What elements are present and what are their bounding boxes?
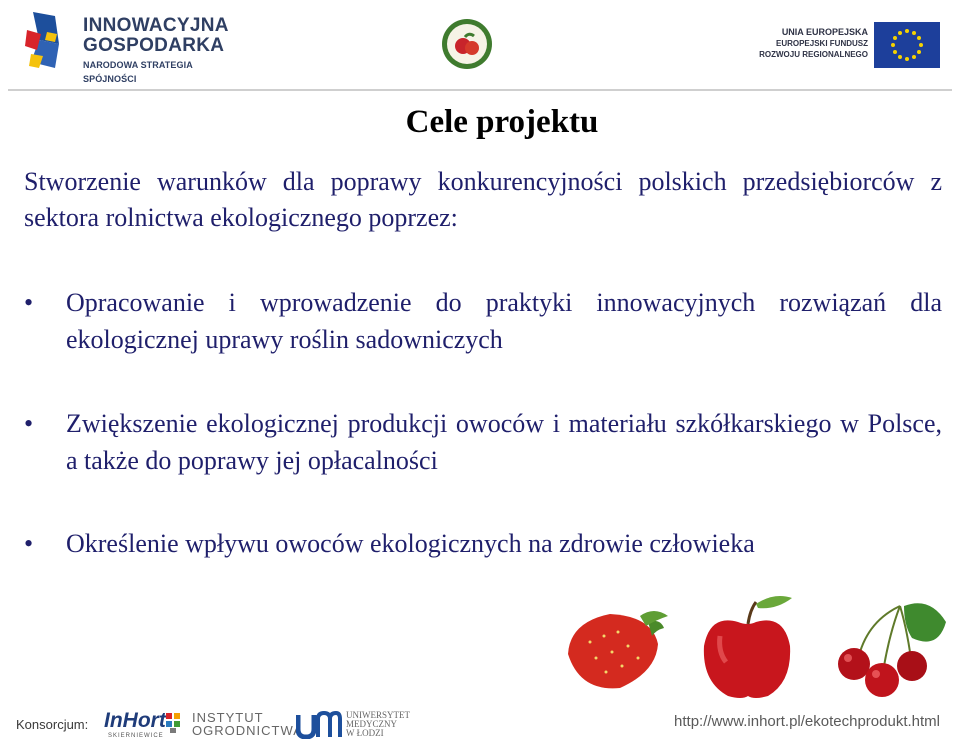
strawberry-icon (568, 611, 668, 688)
um-line2: MEDYCZNY (346, 719, 397, 729)
bullet-item (24, 284, 942, 358)
header-divider (8, 89, 952, 91)
bullet-marker: • (24, 529, 34, 558)
instytut-ogrodnictwa-logo (192, 711, 303, 737)
bullet-marker: • (24, 288, 34, 317)
ig-emblem-icon (25, 10, 63, 74)
ig-line2: GOSPODARKA (83, 35, 225, 56)
ig-logo-text (83, 16, 235, 86)
footer (0, 705, 960, 748)
intro-text: Stworzenie warunków dla poprawy konkurencyjności polskich przedsiębiorców z sektora rolnictwa ekologicznego poprzez: (24, 167, 942, 232)
fruits-image (560, 592, 950, 704)
fruit-seal-logo (441, 18, 493, 70)
um-line3: W ŁODZI (346, 728, 384, 738)
um-logo-text (346, 711, 410, 738)
eu-line1: UNIA EUROPEJSKA (781, 27, 868, 37)
ig-line3: NARODOWA STRATEGIA SPÓJNOŚCI (83, 60, 193, 84)
ig-line1: INNOWACYJNA (83, 15, 229, 36)
um-logo-icon (296, 711, 342, 739)
io-line1: INSTYTUT (192, 710, 264, 725)
eu-logo-text (759, 26, 868, 60)
inhort-logo-text: InHort (104, 709, 166, 732)
bullet-text: Opracowanie i wprowadzenie do praktyki innowacyjnych rozwiązań dla ekologicznej uprawy roślin sadowniczych (66, 288, 942, 354)
io-line2: OGRODNICTWA (192, 723, 303, 738)
innowacyjna-gospodarka-logo (25, 10, 235, 82)
bullet-text: Zwiększenie ekologicznej produkcji owoców i materiału szkółkarskiego w Polsce, a także do poprawy jej opłacalności (66, 409, 942, 475)
consortium-label: Konsorcjum: (16, 717, 89, 732)
bullet-text: Określenie wpływu owoców ekologicznych na zdrowie człowieka (66, 529, 755, 558)
slide-title: Cele projektu (405, 104, 599, 140)
apple-icon (704, 596, 792, 698)
inhort-mark-icon (166, 713, 180, 733)
eu-logo (750, 22, 940, 70)
bullet-item (24, 405, 942, 479)
inhort-logo-subtext: SKIERNIEWICE (108, 733, 164, 739)
bullet-item (24, 525, 942, 562)
cherries-icon (838, 603, 946, 697)
header (0, 0, 960, 92)
project-url-link[interactable]: http://www.inhort.pl/ekotechprodukt.html (674, 713, 940, 730)
eu-line3: ROZWOJU REGIONALNEGO (759, 50, 868, 59)
eu-flag-icon (874, 22, 940, 68)
eu-line2: EUROPEJSKI FUNDUSZ (775, 39, 868, 48)
bullet-marker: • (24, 409, 34, 438)
um-line1: UNIWERSYTET (346, 710, 410, 720)
